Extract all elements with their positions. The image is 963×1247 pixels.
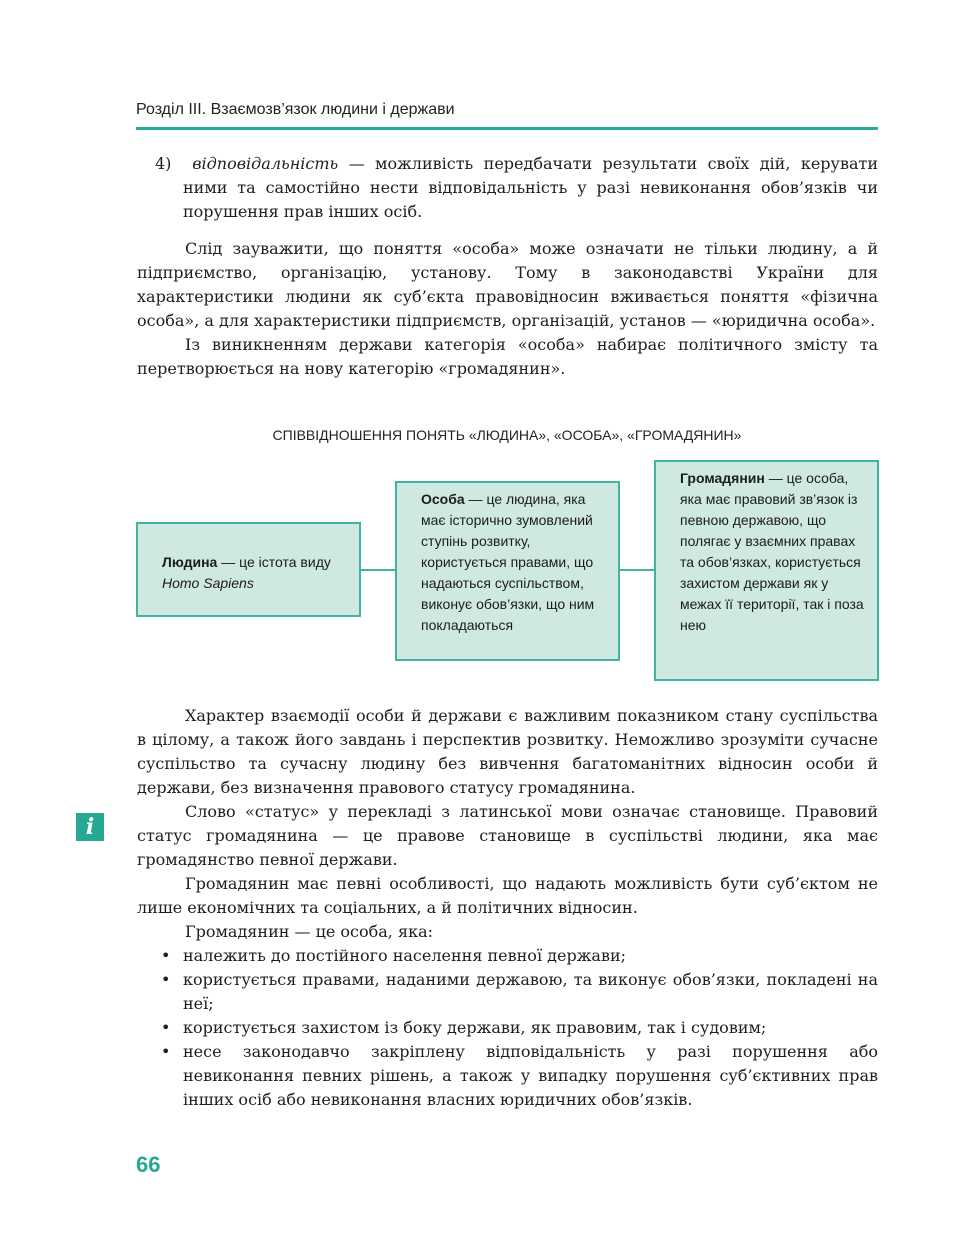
- list-item: • користується правами, наданими державою, та виконує обов’язки, покладені на неї;: [137, 968, 878, 1016]
- info-icon: i: [76, 813, 104, 841]
- page-number: 66: [136, 1152, 161, 1177]
- diagram-box-person: [136, 522, 361, 617]
- item-text: — можливість передбачати результати своїх дій, керувати ними та самостійно нести відповідальність у разі невиконання обов’язків чи порушення прав інших осіб.: [183, 154, 879, 221]
- box-text: — це особа, яка має правовий зв’язок із певною державою, що полягає у взаємних правах та обов’язках, користується захистом держави як у межах її території, так і поза нею: [680, 470, 864, 633]
- box-term: Особа: [421, 491, 465, 507]
- box-italic: Homo Sapiens: [162, 575, 254, 591]
- bullet-list: [137, 944, 878, 1112]
- item-number: 4): [155, 154, 172, 173]
- item-term: відповідальність: [192, 154, 339, 173]
- box-term: Людина: [162, 554, 218, 570]
- diagram-box-citizen: [654, 460, 879, 681]
- text-block-2: [137, 704, 878, 1112]
- diagram-connector: [620, 569, 654, 571]
- paragraph: Громадянин має певні особливості, що надають можливість бути суб’єктом не лише економічних та соціальних, а й політичних відносин.: [137, 874, 878, 917]
- diagram-box-individual: [395, 481, 620, 661]
- paragraph: Характер взаємодії особи й держави є важливим показником стану суспільства в цілому, а також його завдань і перспектив розвитку. Неможливо зрозуміти сучасне суспільство та сучасну людину без вивчення багатоманітних відносин особи й держави, без визначення правового статусу громадянина.: [137, 706, 878, 797]
- paragraph: Із виникненням держави категорія «особа» набирає політичного змісту та перетворюється на нову категорію «громадянин».: [137, 335, 878, 378]
- diagram-title: СПІВВІДНОШЕННЯ ПОНЯТЬ «ЛЮДИНА», «ОСОБА», «ГРОМАДЯНИН»: [272, 427, 742, 443]
- box-term: Громадянин: [680, 470, 765, 486]
- diagram-connector: [361, 569, 395, 571]
- box-text: — це людина, яка має історично зумовлений ступінь розвитку, користується правами, що надаються суспільством, виконує обов’язки, що ним покладаються: [421, 491, 595, 633]
- list-item: • несе законодавчо закріплену відповідальність у разі порушення або невиконання певних рішень, а також у випадку порушення суб’єктивних прав інших осіб або невиконання власних юридичних обов’язків.: [137, 1040, 878, 1112]
- running-header: Розділ ІІІ. Взаємозв’язок людини і держави: [136, 101, 455, 118]
- list-item: • належить до постійного населення певної держави;: [137, 944, 878, 968]
- paragraph: Громадянин — це особа, яка:: [185, 922, 433, 941]
- list-item-4: [137, 152, 878, 224]
- box-text: — це істота виду: [217, 554, 331, 570]
- paragraph: Слід зауважити, що поняття «особа» може означати не тільки людину, а й підприємство, організацію, установу. Тому в законодавстві України для характеристики людини як суб’єкта правовідносин вживається поняття «фізична особа», а для характеристики підприємств, організацій, установ — «юридична особа».: [137, 239, 878, 330]
- text-block-1: [137, 237, 878, 381]
- list-item: • користується захистом із боку держави, як правовим, так і судовим;: [137, 1016, 878, 1040]
- header-divider: [136, 127, 878, 130]
- paragraph: Слово «статус» у перекладі з латинської мови означає становище. Правовий статус громадянина — це правове становище в суспільстві людини, яка має громадянство певної держави.: [137, 802, 878, 869]
